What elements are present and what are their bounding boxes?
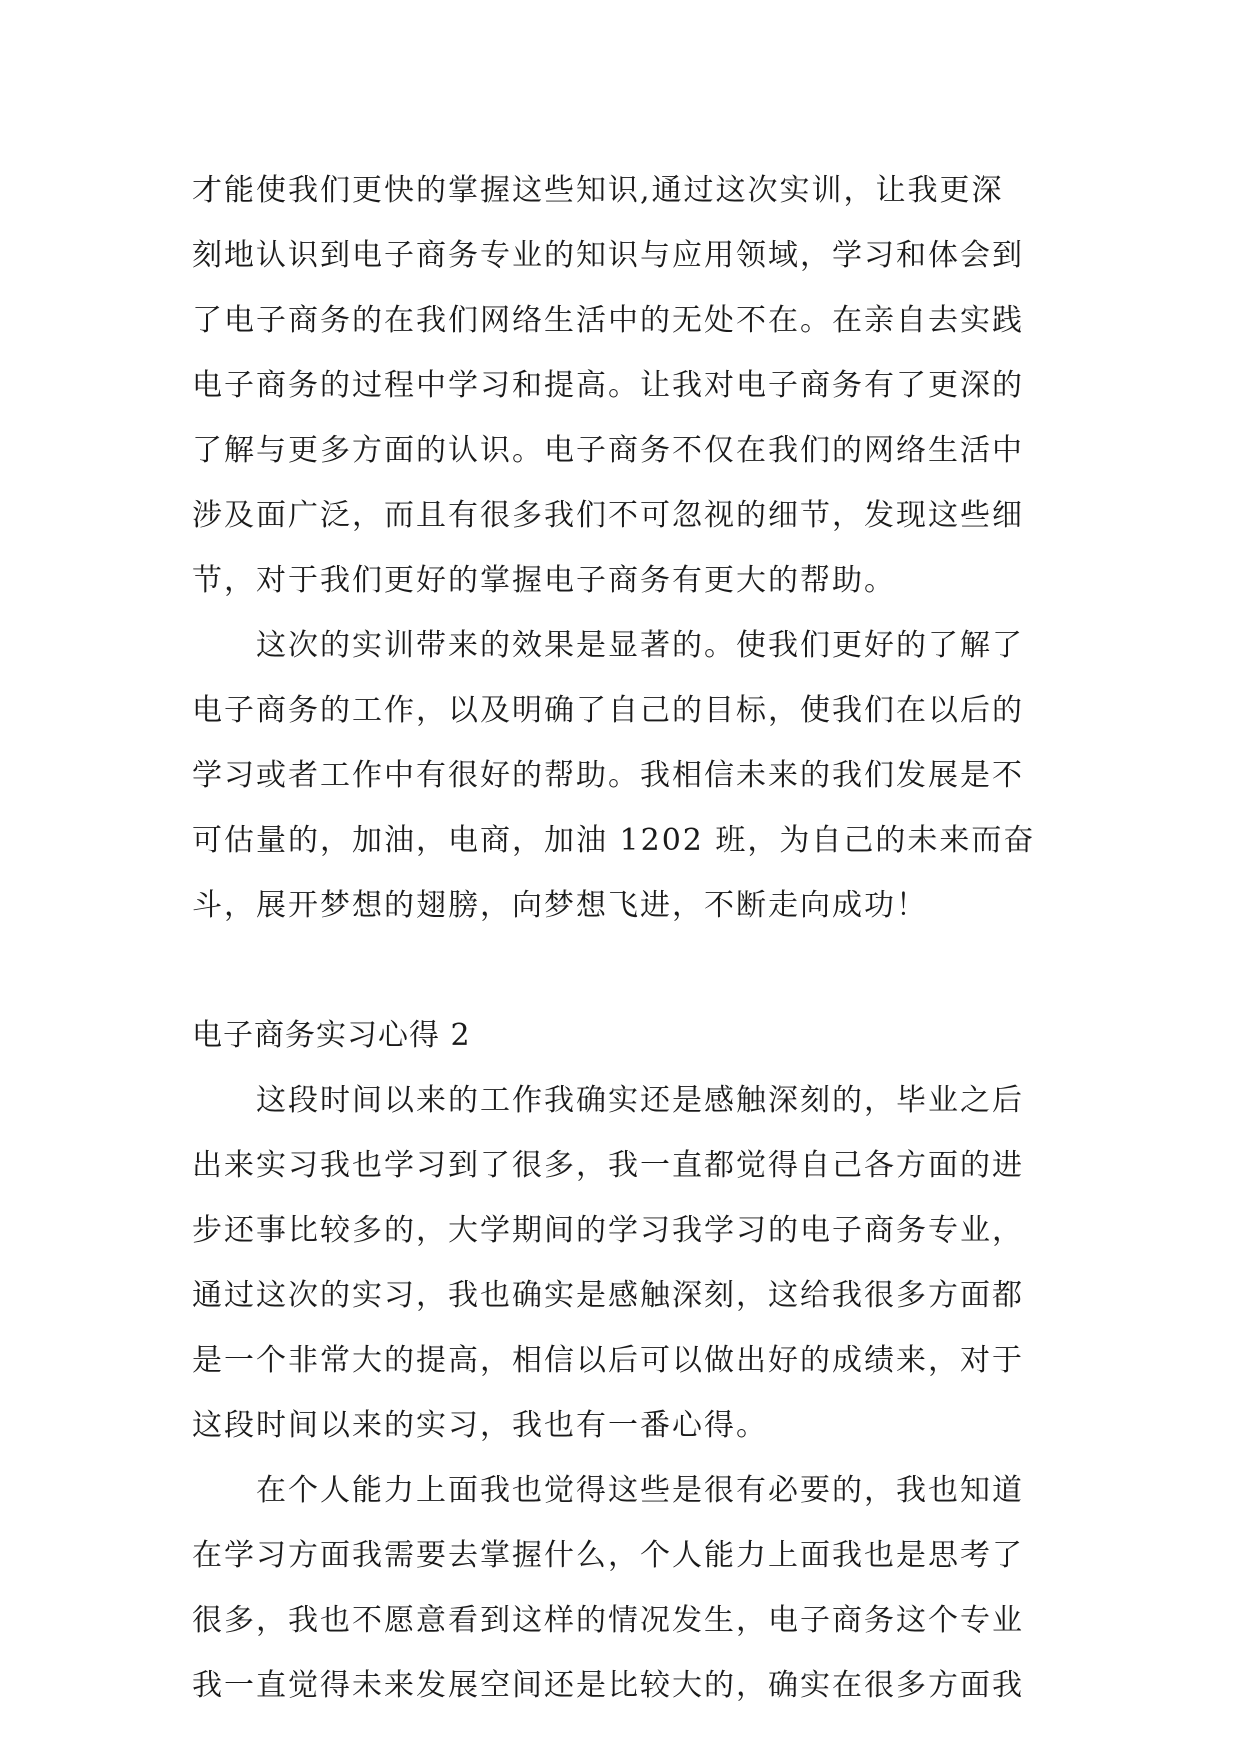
text-line: 电子商务的过程中学习和提高。让我对电子商务有了更深的 <box>192 368 1024 403</box>
text-line: 是一个非常大的提高，相信以后可以做出好的成绩来，对于 <box>192 1343 1024 1378</box>
section-spacer <box>192 938 1052 1003</box>
text-line: 刻地认识到电子商务专业的知识与应用领域，学习和体会到 <box>192 238 1024 273</box>
text-line: 才能使我们更快的掌握这些知识,通过这次实训，让我更深 <box>192 173 1004 208</box>
text-line: 步还事比较多的，大学期间的学习我学习的电子商务专业， <box>192 1213 1024 1248</box>
text-line: 这段时间以来的工作我确实还是感触深刻的，毕业之后 <box>256 1083 1024 1118</box>
paragraph-training-effect <box>192 613 1052 938</box>
text-line: 出来实习我也学习到了很多，我一直都觉得自己各方面的进 <box>192 1148 1024 1183</box>
text-line: 斗，展开梦想的翅膀，向梦想飞进，不断走向成功！ <box>192 888 928 923</box>
text-line: 了解与更多方面的认识。电子商务不仅在我们的网络生活中 <box>192 433 1024 468</box>
text-line: 我一直觉得未来发展空间还是比较大的，确实在很多方面我 <box>192 1668 1024 1703</box>
text-line: 涉及面广泛，而且有很多我们不可忽视的细节，发现这些细 <box>192 498 1024 533</box>
paragraph-reflection-continued <box>192 158 1052 613</box>
text-line: 学习或者工作中有很好的帮助。我相信未来的我们发展是不 <box>192 758 1024 793</box>
text-line: 可估量的，加油，电商，加油 1202 班，为自己的未来而奋 <box>192 823 1036 858</box>
text-line: 电子商务的工作，以及明确了自己的目标，使我们在以后的 <box>192 693 1024 728</box>
text-line: 在学习方面我需要去掌握什么，个人能力上面我也是思考了 <box>192 1538 1024 1573</box>
paragraph-internship-intro <box>192 1068 1052 1458</box>
document-body <box>192 158 1052 1718</box>
text-line: 这段时间以来的实习，我也有一番心得。 <box>192 1408 768 1443</box>
text-line: 很多，我也不愿意看到这样的情况发生，电子商务这个专业 <box>192 1603 1024 1638</box>
text-line: 节，对于我们更好的掌握电子商务有更大的帮助。 <box>192 563 896 598</box>
text-line: 这次的实训带来的效果是显著的。使我们更好的了解了 <box>256 628 1024 663</box>
text-line: 通过这次的实习，我也确实是感触深刻，这给我很多方面都 <box>192 1278 1024 1313</box>
text-line: 在个人能力上面我也觉得这些是很有必要的，我也知道 <box>256 1473 1024 1508</box>
paragraph-personal-ability <box>192 1458 1052 1718</box>
section-heading: 电子商务实习心得 2 <box>192 1018 471 1053</box>
text-line: 了电子商务的在我们网络生活中的无处不在。在亲自去实践 <box>192 303 1024 338</box>
